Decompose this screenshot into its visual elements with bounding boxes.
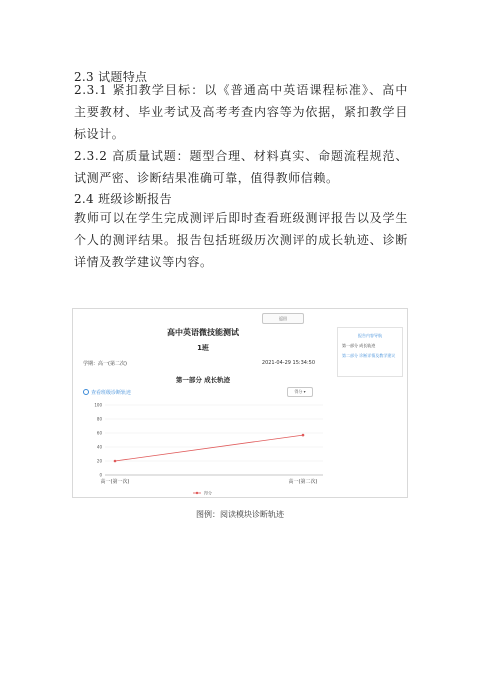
report-screenshot (72, 308, 408, 498)
data-point (302, 434, 305, 437)
y-tick-label: 40 (96, 444, 102, 450)
y-tick-label: 0 (99, 472, 102, 478)
section-2-4-body (74, 207, 408, 273)
report-datetime: 2021-04-29 15:34:50 (261, 360, 315, 366)
section-title-2-3: 2.3 试题特点 (74, 70, 148, 84)
data-point (114, 460, 117, 463)
legend-marker (196, 492, 198, 494)
term-label: 学期：高一(第二次) (83, 361, 127, 367)
back-button[interactable]: 返回 (262, 313, 304, 324)
paragraph-2-3-2: 2.3.2 高质量试题：题型合理、材料真实、命题流程规范、试测严密、诊断结果准确可靠，值得教师信赖。 (74, 149, 408, 185)
y-tick-label: 20 (96, 458, 102, 464)
paragraph-2-3-1: 2.3.1 紧扣教学目标：以《普通高中英语课程标准》、高中主要教材、毕业考试及高考考查内容等为依据，紧扣教学目标设计。 (74, 83, 408, 141)
y-tick-label: 60 (96, 430, 102, 436)
metric-dropdown[interactable]: 得分 ▾ (287, 387, 313, 397)
section-2-3-body (74, 79, 408, 189)
diagnosis-trail-link[interactable] (83, 389, 131, 396)
diagnosis-trail-link-text: 查看班级诊断轨迹 (91, 390, 132, 396)
figure-caption: 图例：阅读模块诊断轨迹 (196, 510, 284, 519)
growth-trail-chart (73, 397, 333, 497)
series-line (115, 435, 303, 461)
nav-panel-header: 报告内容导航 (358, 333, 382, 338)
legend-label: 得分 (204, 490, 212, 496)
location-pin-icon (83, 389, 89, 395)
report-title: 高中英语微技能测试 (167, 328, 239, 337)
class-name: 1班 (197, 344, 209, 352)
x-tick-label: 高一(第一次) (100, 479, 130, 485)
y-tick-label: 80 (96, 416, 102, 422)
x-tick-label: 高一(第二次) (288, 479, 318, 485)
paragraph-2-4: 教师可以在学生完成测评后即时查看班级测评报告以及学生个人的测评结果。报告包括班级历次测评的成长轨迹、诊断详情及教学建议等内容。 (74, 211, 408, 269)
report-nav-panel (337, 327, 403, 377)
nav-item-diagnosis[interactable]: 第二部分 诊断详情及教学建议 (342, 353, 396, 358)
y-tick-label: 100 (94, 402, 102, 408)
section-title-2-4: 2.4 班级诊断报告 (74, 192, 172, 206)
nav-item-growth[interactable]: 第一部分 成长轨迹 (342, 343, 376, 348)
part-title: 第一部分 成长轨迹 (175, 376, 231, 384)
